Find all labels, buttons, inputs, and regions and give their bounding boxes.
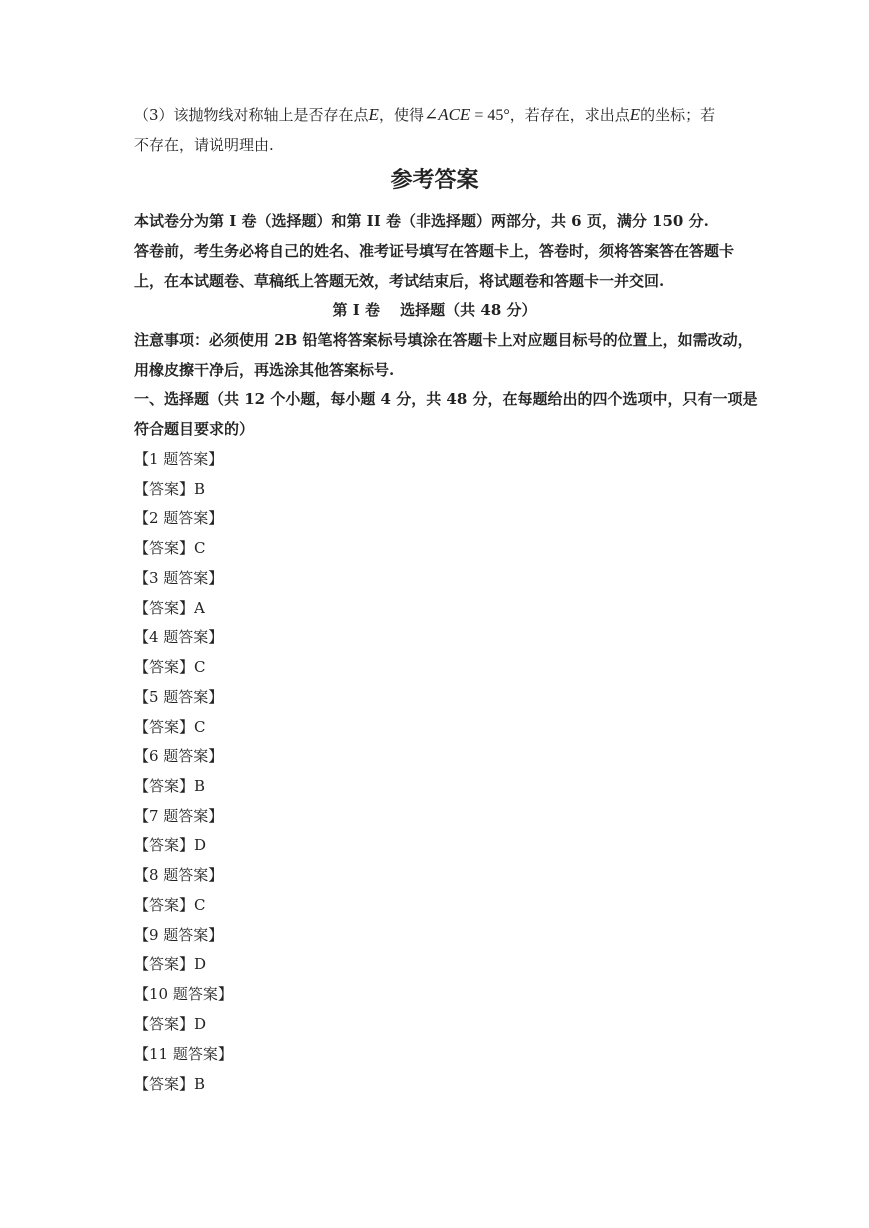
answer-header-9: 【9 题答案】 [134, 926, 224, 944]
answer-header-8: 【8 题答案】 [134, 866, 224, 884]
intro-line-3: 上，在本试题卷、草稿纸上答题无效，考试结束后，将试题卷和答题卡一并交回. [134, 272, 665, 290]
answer-value-2: 【答案】C [134, 539, 206, 557]
page-title: 参考答案 [390, 167, 479, 193]
point-e-label: E [368, 105, 379, 124]
answer-header-2: 【2 题答案】 [134, 509, 224, 527]
section-title: 第 I 卷 选择题（共 48 分） [332, 301, 537, 319]
answer-header-11: 【11 题答案】 [134, 1045, 233, 1063]
question-3-text-b: ，使得 [378, 106, 424, 124]
intro-line-1: 本试卷分为第 I 卷（选择题）和第 II 卷（非选择题）两部分，共 6 页，满分 150 分. [134, 212, 709, 230]
notice-line-2: 用橡皮擦干净后，再选涂其他答案标号. [134, 361, 395, 379]
answer-header-10: 【10 题答案】 [134, 985, 233, 1003]
answer-header-6: 【6 题答案】 [134, 747, 224, 765]
question-3-line-2: 不存在，请说明理由. [134, 136, 274, 154]
answer-header-1: 【1 题答案】 [134, 450, 224, 468]
answer-value-8: 【答案】C [134, 896, 206, 914]
angle-ace: ∠ACE [423, 105, 471, 124]
answer-value-7: 【答案】D [134, 836, 207, 854]
answer-header-7: 【7 题答案】 [134, 807, 224, 825]
question-3-text-d: 的坐标；若 [640, 106, 716, 124]
question-3-text-a: （3）该抛物线对称轴上是否存在点 [134, 106, 369, 124]
part-one-line-2: 符合题目要求的） [134, 420, 255, 438]
answer-value-9: 【答案】D [134, 955, 207, 973]
part-one-line-1: 一、选择题（共 12 个小题，每小题 4 分，共 48 分，在每题给出的四个选项中，只有一项是 [134, 390, 758, 408]
answer-header-3: 【3 题答案】 [134, 569, 224, 587]
answer-value-1: 【答案】B [134, 480, 206, 498]
answer-value-11: 【答案】B [134, 1075, 206, 1093]
point-e-label-2: E [629, 105, 641, 124]
answer-value-5: 【答案】C [134, 718, 206, 736]
question-3-text-c: ，若存在，求出点 [509, 106, 630, 124]
answer-value-6: 【答案】B [134, 777, 206, 795]
answer-header-4: 【4 题答案】 [134, 628, 224, 646]
answer-value-3: 【答案】A [134, 599, 205, 617]
intro-line-2: 答卷前，考生务必将自己的姓名、准考证号填写在答题卡上，答卷时，须将答案答在答题卡 [134, 242, 735, 260]
question-3-line-1 [134, 105, 715, 126]
angle-value: = 45° [470, 107, 510, 124]
answer-header-5: 【5 题答案】 [134, 688, 224, 706]
answer-value-10: 【答案】D [134, 1015, 207, 1033]
answer-value-4: 【答案】C [134, 658, 206, 676]
notice-line-1: 注意事项：必须使用 2B 铅笔将答案标号填涂在答题卡上对应题目标号的位置上，如需改动， [134, 331, 753, 349]
